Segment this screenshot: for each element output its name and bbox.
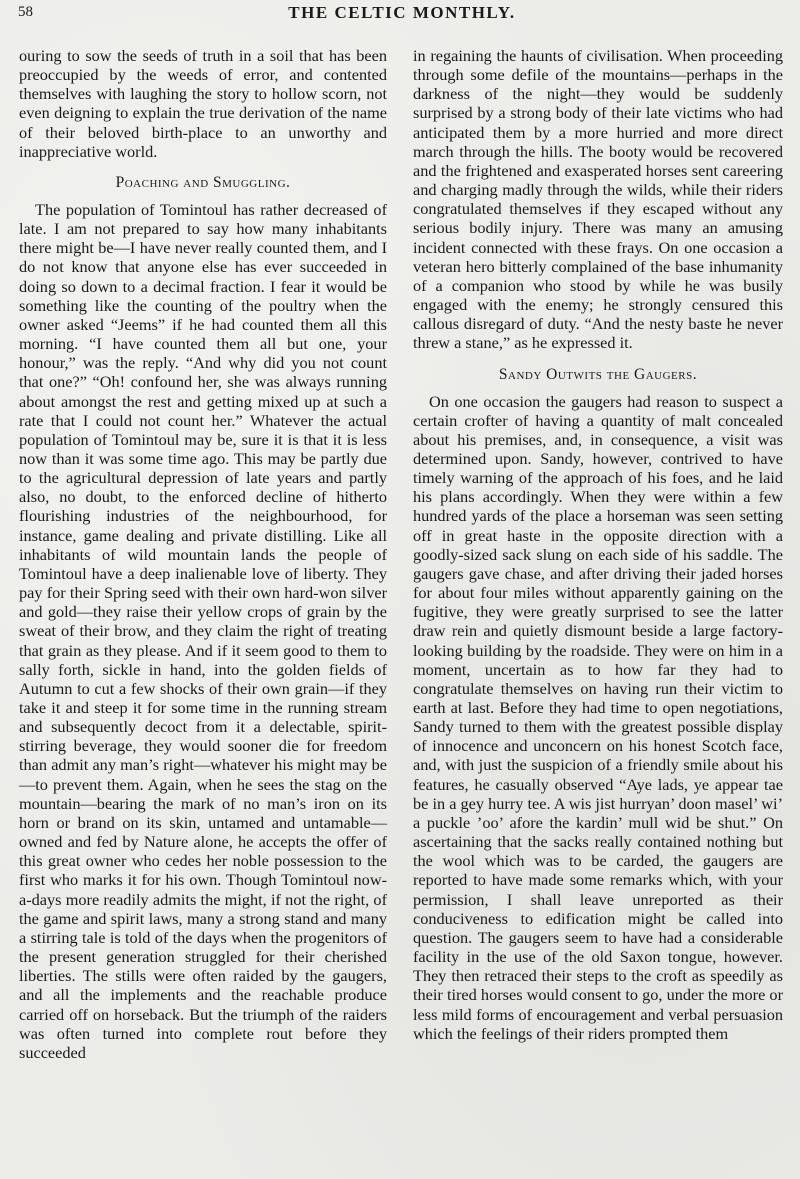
page-number: 58	[18, 4, 33, 20]
body-paragraph: On one occasion the gaugers had reason to suspect a certain crofter of having a quantity of malt concealed about his premises, and, in consequence, a visit was determined upon. Sandy, however, contrived to have timely warning of the approach of his foes, and he laid his plans accordingly. When they were within a few hundred yards of the place a horseman was seen setting off in great haste in the opposite direction with a goodly-sized sack slung on each side of his saddle. The gaugers gave chase, and after driving their jaded horses for about four miles without apparently gaining on the fugitive, they were greatly surprised to see the latter draw rein and quietly dismount beside a large factory-looking building by the roadside. They were on him in a moment, uncertain as to how far they had to congratulate themselves on having run their victim to earth at last. Before they had time to open negotiations, Sandy turned to them with the greatest possible display of innocence and unconcern on his honest Scotch face, and, with just the suspicion of a friendly smile about his features, he casually observed “Aye lads, ye appear tae be in a gey hurry tee. A wis jist hurryan’ doon masel’ wi’ a puckle ’oo’ afore the kardin’ mull wid be shut.” On ascertaining that the sacks really contained nothing but the wool which was to be carded, the gaugers are reported to have made some remarks which, with your permission, I shall leave unreported as their conduciveness to edification might be called into question. The gaugers seem to have had a considerable facility in the use of the old Saxon tongue, however. They then retraced their steps to the croft as speedily as their tired horses would consent to go, under the more or less mild forms of encouragement and verbal persuasion which the feelings of their riders prompted them	[413, 391, 783, 1043]
left-column	[19, 46, 387, 1062]
page-header	[18, 2, 786, 26]
section-heading-poaching: Poaching and Smuggling.	[115, 173, 291, 191]
section-heading-sandy: Sandy Outwits the Gaugers.	[498, 365, 698, 383]
running-title: THE CELTIC MONTHLY.	[288, 3, 516, 22]
right-column	[413, 46, 783, 1043]
continued-paragraph: in regaining the haunts of civilisation. When proceeding through some defile of the mountains—perhaps in the darkness of the night—they would be suddenly surprised by a strong body of their late victims who had anticipated them by a more hurried and more direct march through the hills. The booty would be recovered and the frightened and exasperated horses sent careering and charging madly through the wilds, while their riders congratulated themselves if they escaped without any serious bodily injury. There was many an amusing incident connected with these frays. On one occasion a veteran hero bitterly complained of the base inhumanity of a companion who stood by while he was busily engaged with the enemy; he strongly censured this callous disregard of duty. “And the nesty baste he never threw a stane,” as he expressed it.	[413, 46, 783, 353]
continued-paragraph: ouring to sow the seeds of truth in a soil that has been preoccupied by the weeds of error, and contented themselves with laughing the story to hollow scorn, not even deigning to explain the true derivation of the name of their beloved birth-place to an unworthy and inappreciative world.	[19, 46, 387, 161]
body-paragraph: The population of Tomintoul has rather decreased of late. I am not prepared to say how many inhabitants there might be—I have never really counted them, and I do not know that anyone else has ever succeeded in doing so down to a decimal fraction. I fear it would be something like the counting of the poultry when the owner asked “Jeems” if he had counted them all this morning. “I have counted them all but one, your honour,” was the reply. “And why did you not count that one?” “Oh! confound her, she was always running about amongst the rest and getting mixed up at such a rate that I could not count her.” Whatever the actual population of Tomintoul may be, sure it is that it is less now than it was some time ago. This may be partly due to the agricultural depression of late years and partly also, no doubt, to the enforced decline of hitherto flourishing industries of the neighbourhood, for instance, game dealing and private distilling. Like all inhabitants of wild mountain lands the people of Tomintoul have a deep inalienable love of liberty. They pay for their Spring seed with their own hard-won silver and gold—they raise their yellow crops of grain by the sweat of their brow, and they claim the right of treating that grain as they please. And if it seem good to them to sally forth, sickle in hand, into the golden fields of Autumn to cut a few shocks of their own grain—if they take it and steep it for some time in the running stream and subsequently decoct from it a delectable, spirit-stirring beverage, they would sooner die for freedom than admit any man’s right—whatever his might may be—to prevent them. Again, when he sees the stag on the mountain—bearing the mark of no man’s iron on its horn or brand on its skin, untamed and untamable—owned and fed by Nature alone, he accepts the offer of this great owner who cedes her noble possession to the first who marks it for his own. Though Tomintoul now-a-days more readily admits the might, if not the right, of the game and spirit laws, many a strong stand and many a stirring tale is told of the days when the progenitors of the present generation struggled for their cherished liberties. The stills were often raided by the gaugers, and all the implements and the reachable produce carried off on horseback. But the triumph of the raiders was often turned into complete rout before they succeeded	[19, 199, 387, 1062]
